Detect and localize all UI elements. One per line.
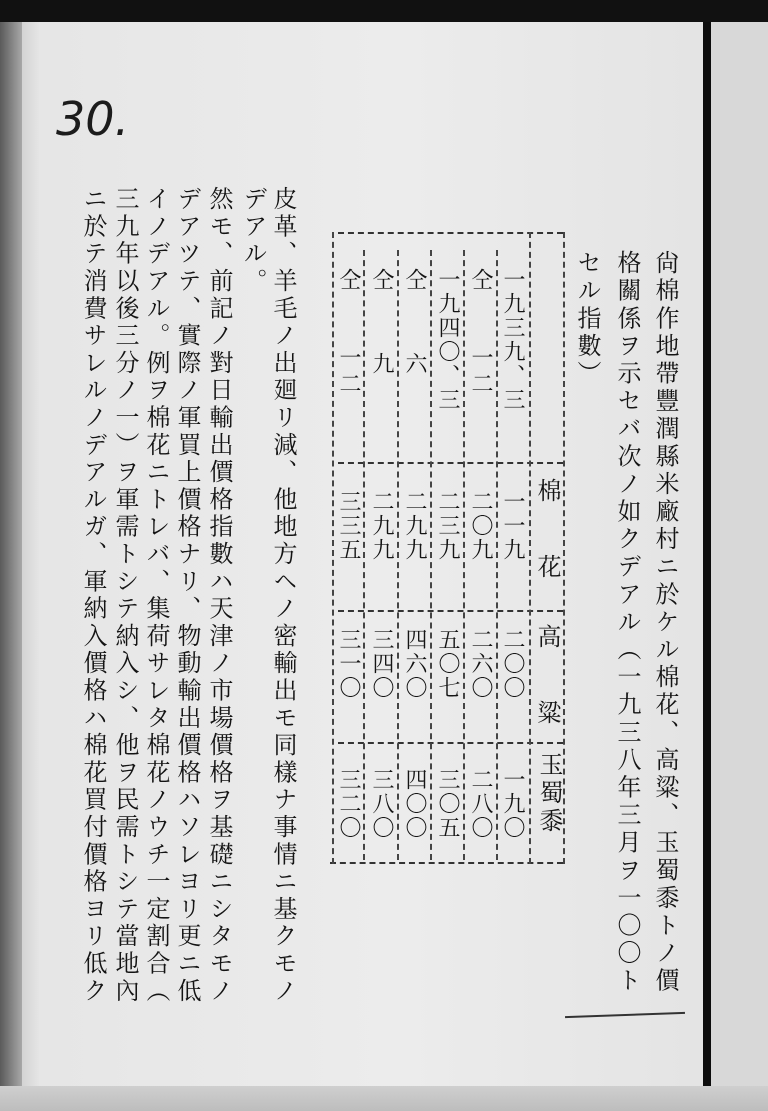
row-date: 一九四〇、三 bbox=[435, 268, 460, 412]
kaoliang-value: 五〇七 bbox=[435, 628, 460, 700]
kaoliang-value: 四六〇 bbox=[402, 628, 427, 700]
heading-line: 尙棉作地帶豐潤縣米廠村ニ於ケル棉花、高粱、玉蜀黍トノ價 bbox=[651, 250, 679, 996]
cotton-value: 二九九 bbox=[402, 490, 427, 562]
cotton-value: 二三九 bbox=[435, 490, 460, 562]
row-date: 仝 六 bbox=[402, 268, 427, 380]
row-date: 仝 一二 bbox=[336, 268, 361, 398]
table-col-rule bbox=[397, 250, 399, 860]
row-date: 仝 九 bbox=[369, 268, 394, 380]
row-date: 仝 一二 bbox=[468, 268, 493, 398]
header-maize: 玉蜀黍 bbox=[535, 752, 563, 836]
body-line: ニ於テ消費サレルノデアルガ、軍納入價格ハ棉花買付價格ヨリ低ク bbox=[79, 186, 107, 1005]
body-line: 皮革、羊毛ノ出廻リ減、他地方ヘノ密輸出モ同樣ナ事情ニ基クモノ bbox=[269, 186, 297, 1005]
cotton-value: 三三五 bbox=[336, 490, 361, 562]
table-right-rule bbox=[563, 232, 565, 864]
header-cotton: 棉 花 bbox=[533, 478, 561, 592]
maize-value: 二八〇 bbox=[468, 768, 493, 840]
body-line: 然モ、前記ノ對日輸出價格指數ハ天津ノ市場價格ヲ基礎ニシタモノ bbox=[205, 186, 233, 1005]
maize-value: 一九〇 bbox=[500, 768, 525, 840]
heading-line: セル指數） bbox=[573, 250, 601, 388]
kaoliang-value: 二〇〇 bbox=[500, 628, 525, 700]
table-col-rule bbox=[363, 250, 365, 860]
cotton-value: 二〇九 bbox=[468, 490, 493, 562]
kaoliang-value: 三一〇 bbox=[336, 628, 361, 700]
body-line: デアル。 bbox=[239, 186, 267, 296]
table-col-rule bbox=[463, 250, 465, 860]
maize-value: 三二〇 bbox=[336, 768, 361, 840]
header-kaoliang: 高 粱 bbox=[533, 624, 561, 738]
cotton-value: 一一九 bbox=[500, 490, 525, 562]
cotton-value: 二九九 bbox=[369, 490, 394, 562]
maize-value: 三〇五 bbox=[435, 768, 460, 840]
heading-line: 格關係ヲ示セバ次ノ如クデアル（一九三八年三月ヲ一〇〇ト bbox=[613, 250, 641, 996]
kaoliang-value: 二六〇 bbox=[468, 628, 493, 700]
kaoliang-value: 三四〇 bbox=[369, 628, 394, 700]
body-line: 三九年以後三分ノ一）ヲ軍需トシテ納入シ、他ヲ民需トシテ當地內 bbox=[111, 186, 139, 1005]
row-date: 一九三九、三 bbox=[500, 268, 525, 412]
body-line: イノデアル。例ヲ棉花ニトレバ、集荷サレタ棉花ノウチ一定割合（ bbox=[142, 186, 170, 1005]
body-line: デアツテ、實際ノ軍買上價格ナリ、物動輸出價格ハソレヨリ更ニ低 bbox=[173, 186, 201, 1005]
table-col-rule bbox=[430, 250, 432, 860]
table-header-rule bbox=[529, 232, 531, 864]
maize-value: 四〇〇 bbox=[402, 768, 427, 840]
maize-value: 三八〇 bbox=[369, 768, 394, 840]
page-number: 30. bbox=[56, 92, 130, 146]
